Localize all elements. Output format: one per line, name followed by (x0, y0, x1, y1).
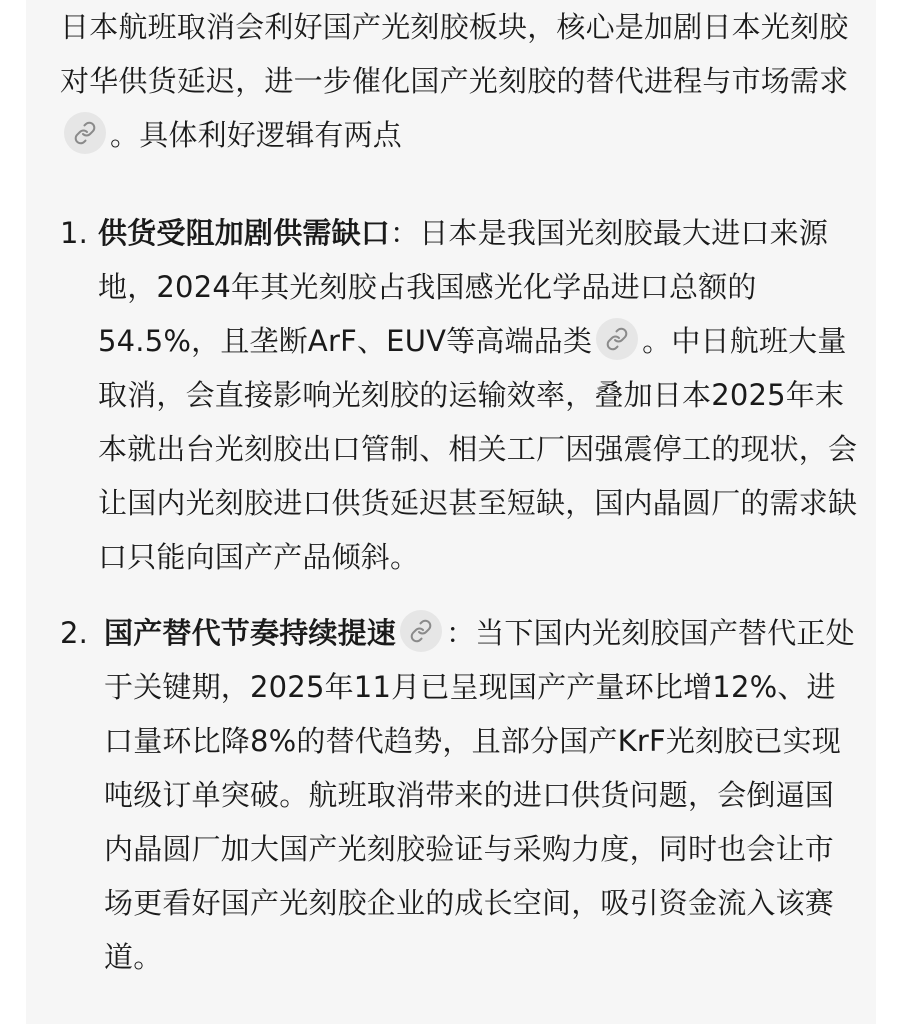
item-colon: ： (446, 616, 476, 650)
list-item (60, 206, 860, 584)
list-number: 1. (60, 216, 89, 250)
link-icon (409, 619, 433, 643)
item-text-end: 。中日航班大量取消，会直接影响光刻胶的运输效率，叠加日本2025年末本就出台光刻胶出口管制、相关工厂因强震停工的现状，会让国内光刻胶进口供货延迟甚至短缺，国内晶圆厂的需求缺口只能向国产产品倾斜。 (98, 324, 858, 574)
item-text: 当下国内光刻胶国产替代正处于关键期，2025年11月已呈现国产产量环比增12%、进口量环比降8%的替代趋势，且部分国产KrF光刻胶已实现吨级订单突破。航班取消带来的进口供货问题，会倒逼国内晶圆厂加大国产光刻胶验证与采购力度，同时也会让市场更看好国产光刻胶企业的成长空间，吸引资金流入该赛道。 (104, 616, 855, 974)
item-heading: 供货受阻加剧供需缺口 (98, 216, 391, 250)
link-icon (605, 327, 629, 351)
message-content (60, 0, 860, 984)
item-heading: 国产替代节奏持续提速 (104, 616, 397, 650)
message-card (26, 0, 876, 1024)
list-item (60, 606, 860, 984)
source-link-chip[interactable] (400, 610, 442, 652)
item-colon: ： (390, 216, 420, 250)
intro-paragraph (60, 0, 860, 162)
source-link-chip[interactable] (596, 318, 638, 360)
intro-text: 日本航班取消会利好国产光刻胶板块，核心是加剧日本光刻胶对华供货延迟，进一步催化国产光刻胶的替代进程与市场需求 (60, 10, 849, 98)
list-number: 2. (60, 616, 89, 650)
reasons-list (60, 206, 860, 984)
link-icon (73, 121, 97, 145)
item-text: 日本是我国光刻胶最大进口来源地，2024年其光刻胶占我国感光化学品进口总额的54.5%，且垄断ArF、EUV等高端品类 (98, 216, 829, 358)
intro-text-end: 。具体利好逻辑有两点 (110, 118, 403, 152)
source-link-chip[interactable] (64, 112, 106, 154)
